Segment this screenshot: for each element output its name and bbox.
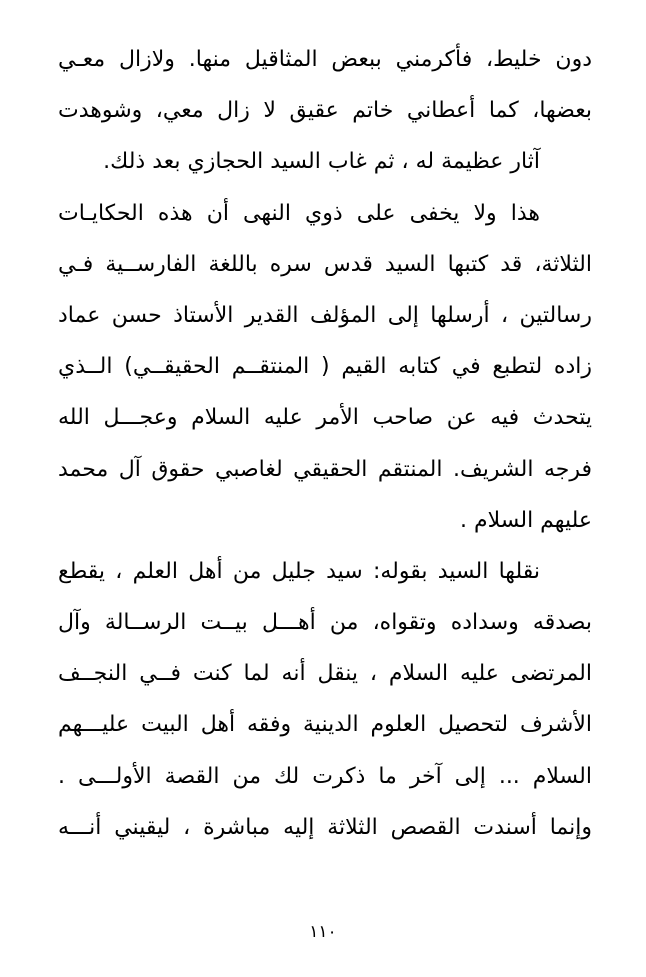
text-line: دون خليط، فأكرمني ببعض المثاقيل منها. ولازال معـي (58, 47, 592, 72)
text-line: يتحدث فيه عن صاحب الأمر عليه السلام وعجـــل الله (58, 405, 592, 431)
text-line: الأشرف لتحصيل العلوم الدينية وفقه أهل البيت عليـــهم (58, 712, 592, 738)
text-line: زاده لتطبع في كتابه القيم ( المنتقــم الحقيقــي) الــذي (58, 354, 592, 380)
text-line: فرجه الشريف. المنتقم الحقيقي لغاصبي حقوق آل محمد (58, 456, 592, 482)
text-line: الثلاثة، قد كتبها السيد قدس سره باللغة الفارســية فـي (58, 251, 592, 277)
page-body (58, 34, 592, 853)
text-line: هذا ولا يخفى على ذوي النهى أن هذه الحكايـات (58, 200, 540, 226)
text-line: رسالتين ، أرسلها إلى المؤلف القدير الأستاذ حسن عماد (58, 302, 592, 328)
text-line: آثار عظيمة له ، ثم غاب السيد الحجازي بعد ذلك. (103, 149, 540, 175)
text-line: المرتضى عليه السلام ، ينقل أنه لما كنت فــي النجــف (58, 661, 592, 687)
text-line: السلام ... إلى آخر ما ذكرت لك من القصة الأولـــى . (58, 763, 592, 789)
text-line: بعضها، كما أعطاني خاتم عقيق لا زال معي، وشوهدت (58, 98, 592, 124)
text-line: عليهم السلام . (460, 507, 592, 533)
text-line: بصدقه وسداده وتقواه، من أهـــل بيــت الرســالة وآل (58, 610, 592, 636)
text-line: نقلها السيد بقوله: سيد جليل من أهل العلم ، يقطع (58, 558, 540, 584)
page-number: ١١٠ (309, 922, 337, 942)
text-line: وإنما أسندت القصص الثلاثة إليه مباشرة ، ليقيني أنـــه (58, 814, 592, 840)
